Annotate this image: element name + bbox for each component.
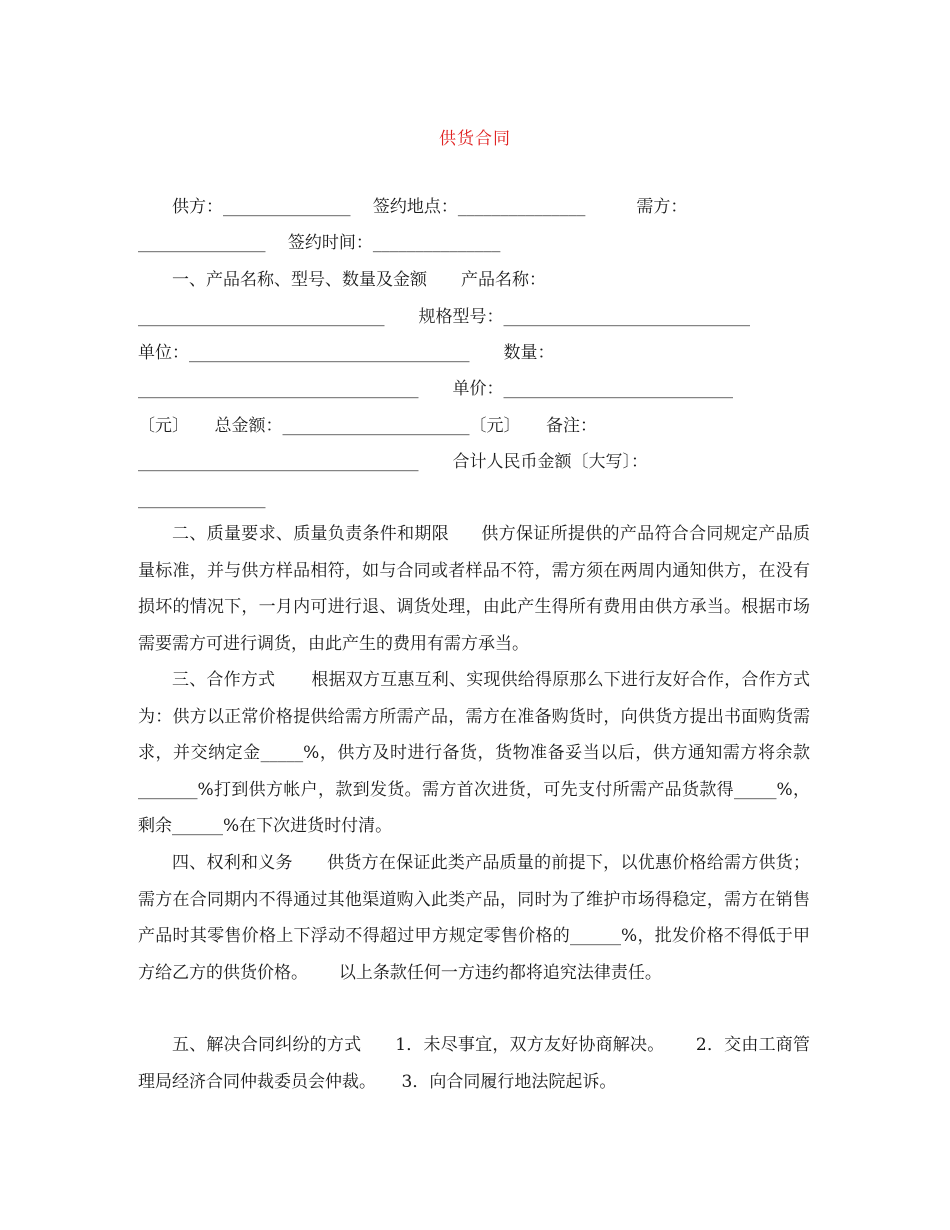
section-body: 供货方在保证此类产品质量的前提下，以优惠价格给需方供货；需方在合同期内不得通过其他渠道购入此类产品，同时为了维护市场得稳定，需方在销售产品时其零售价格上下浮动不得超过甲方规定零售价格的______%，批发价格不得低于甲方给乙方的供货价格。 以上条款任何一方违约都将追究法律责任。 (138, 853, 811, 983)
section-quality (138, 516, 810, 662)
section-rights (138, 845, 810, 991)
header-line: _______________ 签约时间：_______________ (138, 233, 501, 253)
header-line: 一、产品名称、型号、数量及金额 产品名称： (138, 270, 546, 290)
section-body: 根据双方互惠互利、实现供给得原那么下进行友好合作，合作方式为：供方以正常价格提供给需方所需产品，需方在准备购货时，向供货方提出书面购货需求，并交纳定金_____%，供方及时进行备货，货物准备妥当以后，供方通知需方将余款_______%打到供方帐户，款到发货。需方首次进货，可先支付所需产品货款得_____%，剩余______%在下次进货时付清。 (138, 670, 811, 836)
section-cooperation (138, 662, 810, 845)
header-line: _________________________________ 合计人民币金额〔大写〕： (138, 452, 648, 472)
section-heading: 五、解决合同纠纷的方式 (172, 1035, 362, 1055)
section-heading: 四、权利和义务 (172, 853, 293, 873)
section-disputes (138, 1027, 810, 1100)
header-line: _____________________________ 规格型号：_____________________________ (138, 307, 750, 327)
section-heading: 二、质量要求、质量负责条件和期限 (172, 524, 450, 544)
header-line: 单位：_________________________________ 数量： (138, 343, 555, 363)
header-line: 供方：_______________ 签约地点：_______________ 需方： (138, 197, 688, 217)
header-line: _______________ (138, 489, 266, 509)
section-heading: 三、合作方式 (172, 670, 276, 690)
header-line: 〔元〕 总金额：______________________〔元〕 备注： (138, 416, 597, 436)
header-line: _________________________________ 单价：___________________________ (138, 379, 733, 399)
section-body: 供方保证所提供的产品符合合同规定产品质量标准，并与供方样品相符，如与合同或者样品不符，需方须在两周内通知供方，在没有损坏的情况下，一月内可进行退、调货处理，由此产生得所有费用由供方承当。根据市场需要需方可进行调货，由此产生的费用有需方承当。 (138, 524, 811, 654)
document-title: 供货合同 (439, 129, 511, 149)
section-body: 1．未尽事宜，双方友好协商解决。 2．交由工商管理局经济合同仲裁委员会仲裁。 3．向合同履行地法院起诉。 (138, 1035, 810, 1092)
